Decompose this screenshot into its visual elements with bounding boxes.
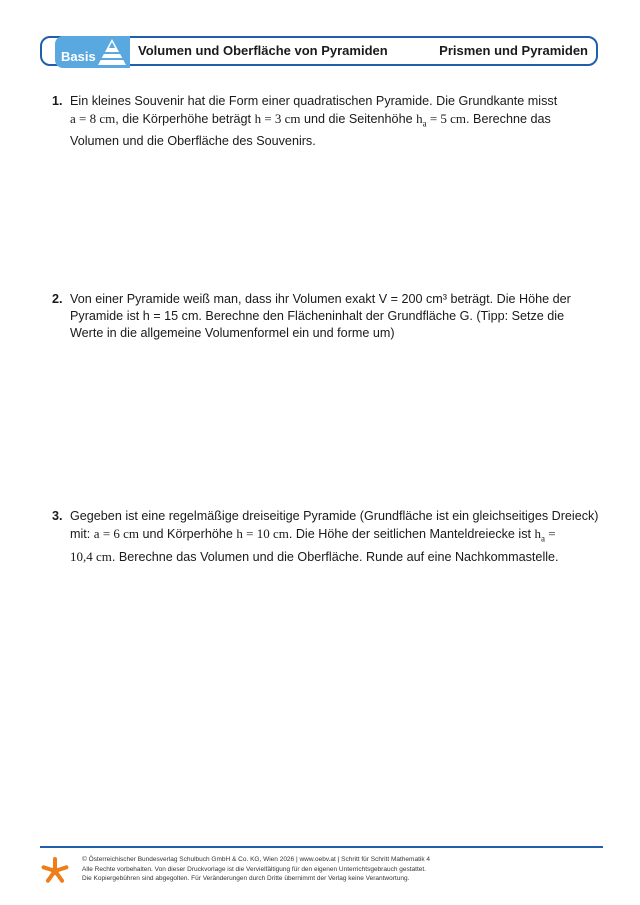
task-text-part: , die Körperhöhe beträgt [115, 112, 255, 126]
task-text-part: . Berechne das Volumen und die Oberfläche des Souvenirs. [70, 112, 551, 148]
math-expression: h = 10 cm [236, 526, 289, 541]
pyramid-levels-icon [95, 36, 129, 68]
footer-divider [40, 846, 603, 848]
asterisk-logo-icon [40, 856, 70, 886]
task-text-part: und Körperhöhe [139, 527, 237, 541]
task-text [70, 508, 600, 566]
badge-label: Basis [61, 49, 96, 64]
math-expression: a = 8 cm [70, 111, 116, 126]
math-expression: = 5 cm [426, 111, 467, 126]
task-text-part: Ein kleines Souvenir hat die Form einer quadratischen Pyramide. Die Grundkante misst [70, 94, 558, 108]
worksheet-title: Volumen und Oberfläche von Pyramiden [138, 43, 388, 58]
disclaimer-line: Die Kopiergebühren sind abgegolten. Für Veränderungen durch Dritte übernimmt der Verlag keine Verantwortung. [82, 875, 410, 883]
task-text-part: . Die Höhe der seitlichen Manteldreiecke ist [288, 527, 535, 541]
task-text [70, 93, 600, 150]
task-number: 3. [52, 509, 63, 523]
task-number: 1. [52, 94, 63, 108]
footer-text [82, 855, 430, 884]
rights-line: Alle Rechte vorbehalten. Von dieser Druckvorlage ist die Vervielfältigung für den eigenen Unterrichtsgebrauch gestattet. [82, 865, 426, 873]
math-subscript: a [541, 533, 546, 544]
math-expression: = [545, 526, 556, 541]
task-text: Von einer Pyramide weiß man, dass ihr Volumen exakt V = 200 cm³ beträgt. Die Höhe der Pyramide ist h = 15 cm. Berechne den Flächeninhalt der Grundfläche G. (Tipp: Setze die Werte in die allgemeine Volumenformel ein und forme um) [70, 292, 571, 340]
math-expression: h [534, 526, 542, 541]
math-expression: a = 6 cm [93, 526, 140, 541]
task-text-part: und die Seitenhöhe [300, 112, 417, 126]
task-number: 2. [52, 292, 63, 306]
math-expression: 10,4 cm [70, 548, 112, 564]
task-text-part: Gegeben ist eine regelmäßige dreiseitige Pyramide (Grundfläche ist ein gleichseitiges Dreieck) mit: [70, 509, 599, 541]
math-expression: h = 3 cm [254, 111, 301, 126]
math-expression: h [416, 111, 423, 126]
math-subscript: a [422, 118, 427, 129]
chapter-title: Prismen und Pyramiden [439, 43, 588, 58]
level-badge [55, 36, 130, 68]
copyright-line: © Österreichischer Bundesverlag Schulbuch GmbH & Co. KG, Wien 2026 | www.oebv.at | Schritt für Schritt Mathematik 4 [82, 856, 430, 863]
task-text-part: . Berechne das Volumen und die Oberfläche. Runde auf eine Nachkommastelle. [111, 549, 559, 564]
